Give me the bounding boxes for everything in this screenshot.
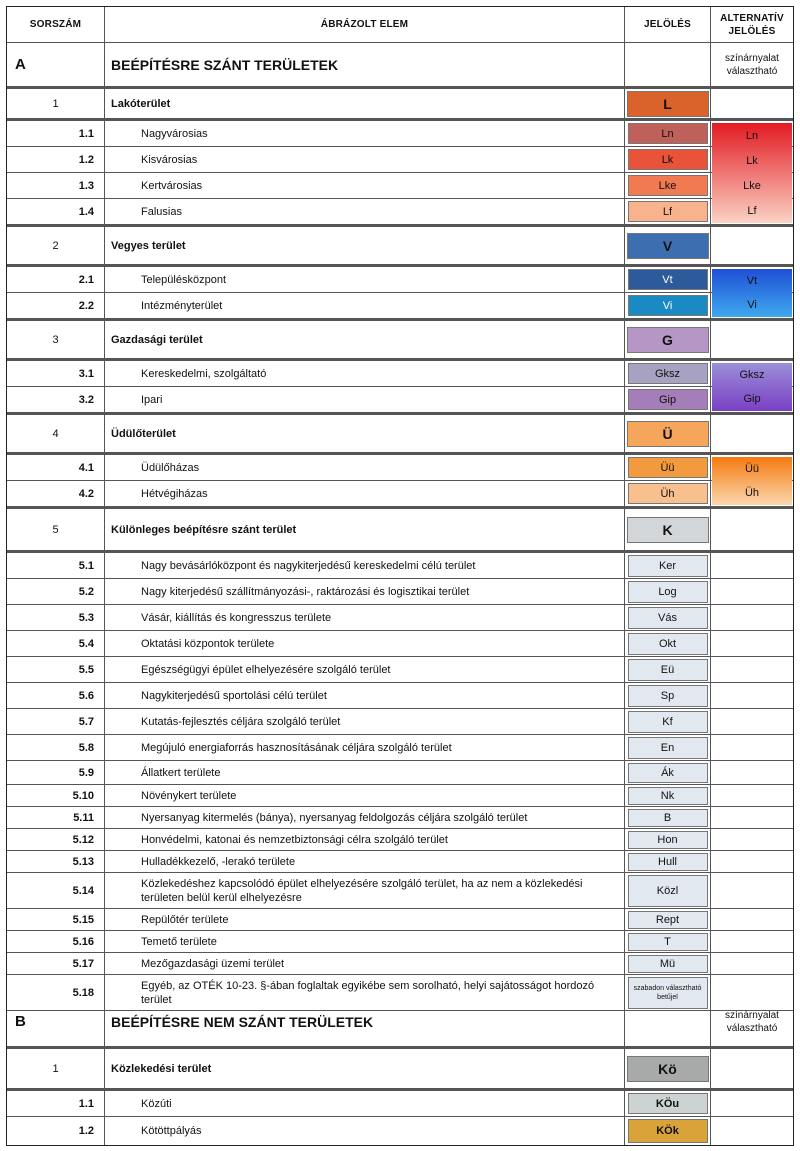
row-number: 4.1 xyxy=(7,455,105,480)
row-label: Mezőgazdasági üzemi terület xyxy=(105,953,625,974)
row-5-7 xyxy=(7,709,793,735)
header-sorszam: SORSZÁM xyxy=(7,7,105,42)
code-badge: Kf xyxy=(628,711,708,733)
code-badge: Vás xyxy=(628,607,708,629)
row-2-1 xyxy=(7,267,793,293)
header-alternativ-jeloles: ALTERNATÍV JELÖLÉS xyxy=(720,12,784,37)
row-b-1-1 xyxy=(7,1091,793,1117)
row-number: 5.15 xyxy=(7,909,105,930)
code-badge: Lk xyxy=(628,149,708,171)
row-number: 1.3 xyxy=(7,173,105,198)
code-cell xyxy=(625,293,711,318)
row-label: Kereskedelmi, szolgáltató xyxy=(105,361,625,386)
row-5-10 xyxy=(7,785,793,807)
row-number: 1.1 xyxy=(7,121,105,146)
alt-cell xyxy=(711,579,793,604)
row-5-6 xyxy=(7,683,793,709)
section-a-row xyxy=(7,43,793,87)
row-4-2 xyxy=(7,481,793,507)
code-cell xyxy=(625,709,711,734)
code-badge: KÖk xyxy=(628,1119,708,1143)
alt-code: Gksz xyxy=(739,369,765,381)
row-1 xyxy=(7,89,793,119)
row-number: 5.4 xyxy=(7,631,105,656)
code-badge: Log xyxy=(628,581,708,603)
row-number: 5.14 xyxy=(7,873,105,908)
code-badge: Ln xyxy=(628,123,708,145)
row-label: Vegyes terület xyxy=(105,227,625,264)
row-5-16 xyxy=(7,931,793,953)
code-badge: Mü xyxy=(628,955,708,973)
code-cell xyxy=(625,657,711,682)
section-b-note: színárnyalat választható xyxy=(725,1009,779,1034)
code-cell xyxy=(625,387,711,412)
code-badge: Hull xyxy=(628,853,708,871)
row-label: Nagyvárosias xyxy=(105,121,625,146)
alt-cell xyxy=(711,953,793,974)
row-number: 5.12 xyxy=(7,829,105,850)
row-label: Kutatás-fejlesztés céljára szolgáló terület xyxy=(105,709,625,734)
alt-cell xyxy=(711,851,793,872)
alt-cell xyxy=(711,709,793,734)
code-badge: Rept xyxy=(628,911,708,929)
code-badge: Nk xyxy=(628,787,708,805)
row-number: 4 xyxy=(7,415,105,452)
row-number: 5.16 xyxy=(7,931,105,952)
row-1-3 xyxy=(7,173,793,199)
row-label: Kisvárosias xyxy=(105,147,625,172)
row-label: Nagy kiterjedésű szállítmányozási-, raktározási és logisztikai terület xyxy=(105,579,625,604)
row-number: 5 xyxy=(7,509,105,550)
alt-swatch-gazdasagi xyxy=(712,363,792,411)
row-label: Kertvárosias xyxy=(105,173,625,198)
alt-code: Gip xyxy=(743,393,761,405)
row-number: 5.2 xyxy=(7,579,105,604)
row-5-9 xyxy=(7,761,793,785)
code-badge: B xyxy=(628,809,708,827)
code-badge: Gip xyxy=(628,389,708,411)
code-badge: Közl xyxy=(628,875,708,907)
code-cell xyxy=(625,1117,711,1145)
alt-cell xyxy=(711,761,793,784)
row-number: 5.9 xyxy=(7,761,105,784)
code-badge: Gksz xyxy=(628,363,708,385)
row-label: Ipari xyxy=(105,387,625,412)
row-3 xyxy=(7,321,793,359)
alt-cell xyxy=(711,1091,793,1116)
code-cell xyxy=(625,121,711,146)
row-1-2 xyxy=(7,147,793,173)
code-cell xyxy=(625,579,711,604)
row-label: Gazdasági terület xyxy=(105,321,625,358)
row-5-3 xyxy=(7,605,793,631)
code-cell xyxy=(625,227,711,264)
row-number: 1.2 xyxy=(7,1117,105,1145)
row-label: Vásár, kiállítás és kongresszus területe xyxy=(105,605,625,630)
row-number: 3.2 xyxy=(7,387,105,412)
row-5-15 xyxy=(7,909,793,931)
row-label: Intézményterület xyxy=(105,293,625,318)
section-a-number: A xyxy=(7,43,105,86)
code-badge: En xyxy=(628,737,708,759)
header-jeloles: JELÖLÉS xyxy=(625,7,711,42)
code-cell xyxy=(625,455,711,480)
row-5-13 xyxy=(7,851,793,873)
row-label: Kötöttpályás xyxy=(105,1117,625,1145)
alt-cell xyxy=(711,631,793,656)
row-1-1 xyxy=(7,121,793,147)
alt-swatch-udulo xyxy=(712,457,792,505)
row-3-2 xyxy=(7,387,793,413)
alt-cell xyxy=(711,735,793,760)
row-number: 3.1 xyxy=(7,361,105,386)
row-label: Közlekedéshez kapcsolódó épület elhelyezésére szolgáló terület, ha az nem a közlekedési területen belül kerül elhelyezésre xyxy=(105,873,625,908)
row-5-4 xyxy=(7,631,793,657)
row-label: Állatkert területe xyxy=(105,761,625,784)
row-number: 5.18 xyxy=(7,975,105,1010)
row-5-8 xyxy=(7,735,793,761)
row-4 xyxy=(7,415,793,453)
alt-code: Vi xyxy=(747,299,757,311)
row-5-2 xyxy=(7,579,793,605)
code-cell xyxy=(625,267,711,292)
row-number: 5.7 xyxy=(7,709,105,734)
code-cell xyxy=(625,199,711,224)
row-label: Nagykiterjedésű sportolási célú terület xyxy=(105,683,625,708)
code-badge: Okt xyxy=(628,633,708,655)
row-number: 1.1 xyxy=(7,1091,105,1116)
code-cell xyxy=(625,1091,711,1116)
code-cell xyxy=(625,481,711,506)
row-2-2 xyxy=(7,293,793,319)
code-badge: Eü xyxy=(628,659,708,681)
alt-cell xyxy=(711,785,793,806)
code-cell xyxy=(625,361,711,386)
row-label: Honvédelmi, katonai és nemzetbiztonsági célra szolgáló terület xyxy=(105,829,625,850)
alt-cell xyxy=(711,829,793,850)
code-badge: Ák xyxy=(628,763,708,783)
section-a-note: színárnyalat választható xyxy=(725,52,779,77)
code-badge: G xyxy=(627,327,709,353)
row-label: Növénykert területe xyxy=(105,785,625,806)
row-4-1 xyxy=(7,455,793,481)
code-badge: Sp xyxy=(628,685,708,707)
row-number: 5.1 xyxy=(7,553,105,578)
code-cell xyxy=(625,173,711,198)
row-5-18 xyxy=(7,975,793,1011)
code-badge: Hon xyxy=(628,831,708,849)
code-cell xyxy=(625,89,711,118)
row-5-1 xyxy=(7,553,793,579)
row-number: 5.10 xyxy=(7,785,105,806)
code-badge: L xyxy=(627,91,709,117)
alt-cell xyxy=(711,415,793,452)
row-label: Közúti xyxy=(105,1091,625,1116)
row-label: Falusias xyxy=(105,199,625,224)
code-badge: Lke xyxy=(628,175,708,197)
row-number: 2.2 xyxy=(7,293,105,318)
code-cell xyxy=(625,1049,711,1088)
code-badge: Vt xyxy=(628,269,708,291)
row-label: Üdülőterület xyxy=(105,415,625,452)
alt-code: Lf xyxy=(747,204,757,217)
table-header xyxy=(7,7,793,43)
row-label: Hétvégiházas xyxy=(105,481,625,506)
code-badge: K xyxy=(627,517,709,543)
alt-cell xyxy=(711,1049,793,1088)
code-cell xyxy=(625,953,711,974)
code-badge: Üh xyxy=(628,483,708,505)
alt-cell xyxy=(711,909,793,930)
code-cell xyxy=(625,509,711,550)
code-cell xyxy=(625,147,711,172)
alt-cell xyxy=(711,89,793,118)
code-cell xyxy=(625,785,711,806)
code-badge: KÖu xyxy=(628,1093,708,1115)
code-cell xyxy=(625,735,711,760)
header-abrazolt-elem: ÁBRÁZOLT ELEM xyxy=(105,7,625,42)
row-5-5 xyxy=(7,657,793,683)
row-label: Oktatási központok területe xyxy=(105,631,625,656)
row-label: Településközpont xyxy=(105,267,625,292)
row-number: 3 xyxy=(7,321,105,358)
code-badge: Üü xyxy=(628,457,708,479)
row-1-4 xyxy=(7,199,793,225)
row-number: 5.3 xyxy=(7,605,105,630)
alt-cell xyxy=(711,605,793,630)
code-badge: szabadon választható betűjel xyxy=(628,977,708,1009)
code-cell xyxy=(625,553,711,578)
row-number: 1 xyxy=(7,89,105,118)
alt-code: Üü xyxy=(744,463,760,475)
row-number: 5.5 xyxy=(7,657,105,682)
code-badge: Kö xyxy=(627,1056,709,1082)
alt-code: Üh xyxy=(744,487,760,499)
legend-table xyxy=(6,6,794,1146)
row-label: Különleges beépítésre szánt terület xyxy=(105,509,625,550)
code-cell xyxy=(625,321,711,358)
row-5-14 xyxy=(7,873,793,909)
row-5-17 xyxy=(7,953,793,975)
row-b-1-2 xyxy=(7,1117,793,1145)
alt-cell xyxy=(711,657,793,682)
row-number: 1 xyxy=(7,1049,105,1088)
row-number: 1.4 xyxy=(7,199,105,224)
row-number: 5.11 xyxy=(7,807,105,828)
row-number: 2.1 xyxy=(7,267,105,292)
row-label: Egyéb, az OTÉK 10-23. §-ában foglaltak egyikébe sem sorolható, helyi sajátosságot hordozó terület xyxy=(105,975,625,1010)
alt-cell xyxy=(711,975,793,1010)
alt-cell xyxy=(711,321,793,358)
alt-cell xyxy=(711,873,793,908)
code-cell xyxy=(625,761,711,784)
alt-swatch-lako xyxy=(712,123,792,223)
row-label: Hulladékkezelő, -lerakó területe xyxy=(105,851,625,872)
row-number: 5.6 xyxy=(7,683,105,708)
row-3-1 xyxy=(7,361,793,387)
code-cell xyxy=(625,829,711,850)
code-cell xyxy=(625,873,711,908)
alt-cell xyxy=(711,683,793,708)
alt-code: Vt xyxy=(746,275,758,287)
code-badge: V xyxy=(627,233,709,259)
alt-swatch-vegyes xyxy=(712,269,792,317)
row-5 xyxy=(7,509,793,551)
row-number: 5.8 xyxy=(7,735,105,760)
row-2 xyxy=(7,227,793,265)
row-label: Nagy bevásárlóközpont és nagykiterjedésű kereskedelmi célú terület xyxy=(105,553,625,578)
alt-code: Ln xyxy=(745,129,759,142)
row-label: Temető területe xyxy=(105,931,625,952)
row-5-12 xyxy=(7,829,793,851)
code-cell xyxy=(625,605,711,630)
code-badge: Lf xyxy=(628,201,708,223)
row-number: 5.17 xyxy=(7,953,105,974)
alt-cell xyxy=(711,553,793,578)
code-badge: Ker xyxy=(628,555,708,577)
row-number: 2 xyxy=(7,227,105,264)
row-label: Megújuló energiaforrás hasznosításának céljára szolgáló terület xyxy=(105,735,625,760)
row-5-11 xyxy=(7,807,793,829)
code-cell xyxy=(625,807,711,828)
alt-cell xyxy=(711,227,793,264)
code-cell xyxy=(625,683,711,708)
row-label: Repülőtér területe xyxy=(105,909,625,930)
alt-cell xyxy=(711,807,793,828)
alt-cell xyxy=(711,931,793,952)
alt-code: Lk xyxy=(746,154,758,167)
section-a-title: BEÉPÍTÉSRE SZÁNT TERÜLETEK xyxy=(105,43,625,86)
row-label: Egészségügyi épület elhelyezésére szolgáló terület xyxy=(105,657,625,682)
row-label: Lakóterület xyxy=(105,89,625,118)
alt-code: Lke xyxy=(743,179,761,192)
section-a-code-cell xyxy=(625,43,711,86)
row-label: Közlekedési terület xyxy=(105,1049,625,1088)
row-number: 1.2 xyxy=(7,147,105,172)
row-number: 4.2 xyxy=(7,481,105,506)
row-label: Nyersanyag kitermelés (bánya), nyersanyag feldolgozás céljára szolgáló terület xyxy=(105,807,625,828)
row-b-1 xyxy=(7,1049,793,1089)
alt-cell xyxy=(711,1117,793,1145)
section-b-number: B xyxy=(7,997,105,1046)
code-cell xyxy=(625,909,711,930)
section-b-title: BEÉPÍTÉSRE NEM SZÁNT TERÜLETEK xyxy=(105,997,625,1046)
code-cell xyxy=(625,931,711,952)
code-cell xyxy=(625,975,711,1010)
code-badge: T xyxy=(628,933,708,951)
row-number: 5.13 xyxy=(7,851,105,872)
code-cell xyxy=(625,631,711,656)
code-cell xyxy=(625,415,711,452)
code-badge: Ü xyxy=(627,421,709,447)
code-badge: Vi xyxy=(628,295,708,317)
row-label: Üdülőházas xyxy=(105,455,625,480)
code-cell xyxy=(625,851,711,872)
alt-cell xyxy=(711,509,793,550)
